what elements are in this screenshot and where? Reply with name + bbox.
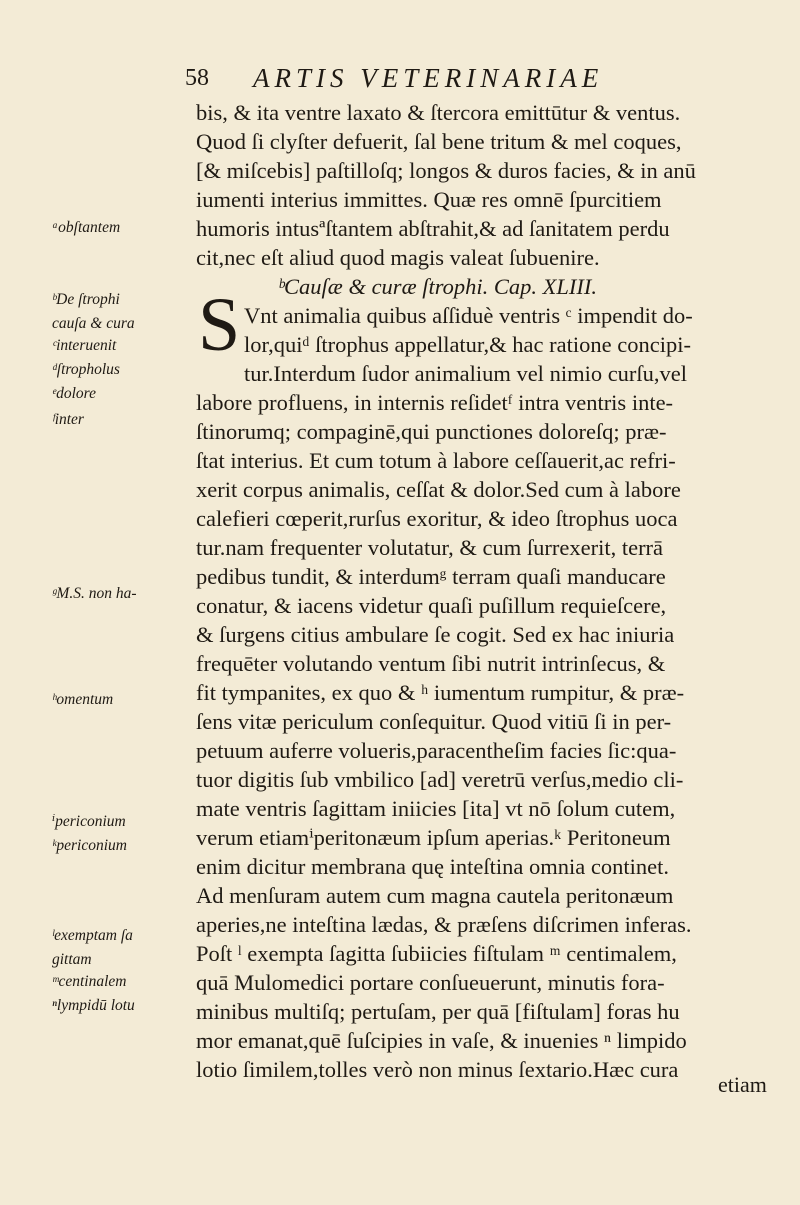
marginal-note: ᵉdolore [52,385,96,402]
text-line: conatur, & iacens videtur quaſi puſillum requieſcere, [196,593,667,618]
text-line: frequēter volutando ventum ſibi nutrit intrinſecus, & [196,651,666,676]
text-line: lor,quiᵈ ſtrophus appellatur,& hac ratione concipi- [244,332,691,357]
text-line: ſens vitæ periculum conſequitur. Quod vitiū ſi in per- [196,709,672,734]
text-line: mate ventris ſagittam iniicies [ita] vt nō ſolum cutem, [196,796,676,821]
text-line: & ſurgens citius ambulare ſe cogit. Sed ex hac iniuria [196,622,675,647]
text-line: petuum auferre volueris,paracentheſim facies ſic:qua- [196,738,677,763]
marginal-note: ʰomentum [52,691,114,708]
text-line: lotio ſimilem,tolles verò non minus ſextario.Hæc cura [196,1057,679,1082]
marginal-note: ᵏpericonium [52,837,127,854]
text-line: labore profluens, in internis reſidetᶠ intra ventris inte- [196,390,674,415]
text-line: tur.nam frequenter volutatur, & cum ſurrexerit, terrā [196,535,664,560]
marginal-note: ᵃobſtantem [52,219,121,236]
text-line: enim dicitur membrana quę inteſtina omnia continet. [196,854,669,879]
text-line: cit,nec eſt aliud quod magis valeat ſubuenire. [196,245,600,270]
text-line: mor emanat,quē ſuſcipies in vaſe, & inuenies ⁿ limpido [196,1028,687,1053]
marginal-note: ⁿlympidū lotu [52,997,135,1014]
text-line: iumenti interius immittes. Quæ res omnē ſpurcitiem [196,187,662,212]
page-header [185,60,745,96]
text-line: pedibus tundit, & interdumᵍ terram quaſi manducare [196,564,666,589]
text-line: tur.Interdum ſudor animalium vel nimio curſu,vel [244,361,688,386]
text-line: Poſt ˡ exempta ſagitta ſubiicies fiſtulam ᵐ centimalem, [196,941,677,966]
text-line: fit tympanites, ex quo & ʰ iumentum rumpitur, & præ- [196,680,685,705]
text-line: humoris intusªſtantem abſtrahit,& ad ſanitatem perdu [196,216,670,241]
marginal-note: gittam [52,951,92,968]
marginal-note: ˡexemptam ſa [52,927,133,944]
page-number: 58 [185,65,209,91]
text-line: verum etiamⁱperitonæum ipſum aperias.ᵏ Peritoneum [196,825,671,850]
text-line: Ad menſuram autem cum magna cautela peritonæum [196,883,674,908]
chapter-heading: ᵇCauſæ & curæ ſtrophi. Cap. XLIII. [278,274,597,299]
marginal-note: ᶠinter [52,411,84,428]
text-line: bis, & ita ventre laxato & ſtercora emittūtur & ventus. [196,100,681,125]
marginal-note: ᵍM.S. non ha- [52,585,137,602]
text-line: aperies,ne inteſtina lædas, & præſens diſcrimen inferas. [196,912,692,937]
marginal-note: ᶜinteruenit [52,337,117,354]
marginal-note: ᵇDe ſtrophi [52,291,120,308]
catchword: etiam [718,1072,767,1097]
text-line: [& miſcebis] paſtilloſq; longos & duros facies, & in anū [196,158,696,183]
text-line: Quod ſi clyſter defuerit, ſal bene tritum & mel coques, [196,129,682,154]
text-line: Vnt animalia quibus aſſiduè ventris ᶜ impendit do- [244,303,693,328]
text-line: xerit corpus animalis, ceſſat & dolor.Sed cum à labore [196,477,681,502]
text-line: calefieri cœperit,rurſus exoritur, & ideo ſtrophus uoca [196,506,678,531]
text-line: tuor digitis ſub vmbilico [ad] veretrū verſus,medio cli- [196,767,684,792]
drop-capital: S [198,283,241,367]
text-line: minibus multiſq; pertuſam, per quā [fiſtulam] foras hu [196,999,680,1024]
marginal-note: cauſa & cura [52,315,135,332]
marginal-note: ᵐcentinalem [52,973,127,990]
marginal-note: ᵈſtropholus [52,361,120,378]
text-line: ſtinorumq; compaginē,qui punctiones doloreſq; præ- [196,419,667,444]
main-text [196,98,786,1084]
running-title: ARTIS VETERINARIAE [253,63,604,93]
marginal-note: ⁱpericonium [52,813,126,830]
text-line: ſtat interius. Et cum totum à labore ceſſauerit,ac refri- [196,448,676,473]
text-line: quā Mulomedici portare conſueuerunt, minutis fora- [196,970,665,995]
